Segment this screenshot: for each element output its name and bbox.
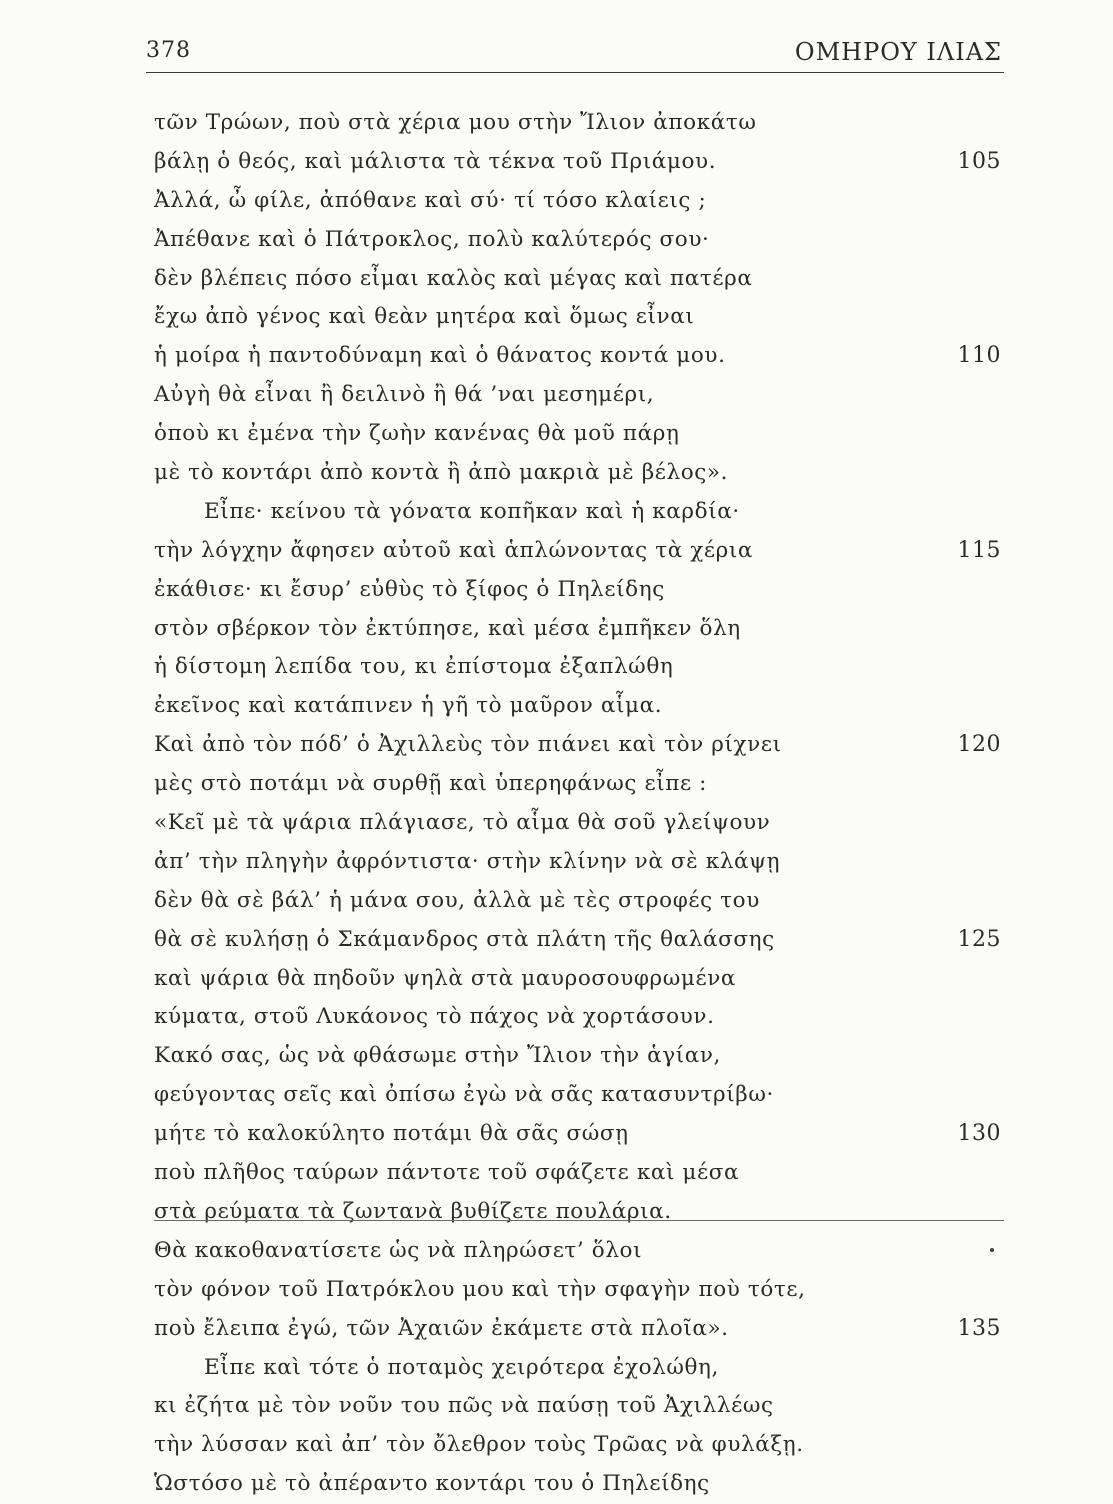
verse-line bbox=[0, 493, 1113, 532]
verse-line bbox=[0, 765, 1113, 804]
verse-line-text: ἐκάθισε· κι ἔσυρ’ εὐθὺς τὸ ξίφος ὁ Πηλείδης bbox=[154, 576, 665, 602]
verse-line bbox=[0, 1076, 1113, 1115]
verse-line bbox=[0, 1115, 1113, 1154]
verse-line-text: δὲν βλέπεις πόσο εἶμαι καλὸς καὶ μέγας καὶ πατέρα bbox=[154, 265, 753, 291]
line-number: 120 bbox=[957, 732, 1001, 758]
verse-text bbox=[0, 104, 1113, 1504]
verse-line bbox=[0, 648, 1113, 687]
verse-line-text: καὶ ψάρια θὰ πηδοῦν ψηλὰ στὰ μαυροσουφρωμένα bbox=[154, 965, 736, 991]
verse-line bbox=[0, 960, 1113, 999]
verse-line-text: ἔχω ἀπὸ γένος καὶ θεὰν μητέρα καὶ ὅμως εἶναι bbox=[154, 304, 695, 330]
verse-line bbox=[0, 726, 1113, 765]
text-underline-rule bbox=[154, 1220, 1004, 1221]
verse-line-text: ἡ μοίρα ἡ παντοδύναμη καὶ ὁ θάνατος κοντά μου. bbox=[154, 343, 726, 369]
verse-line bbox=[0, 104, 1113, 143]
verse-line bbox=[0, 882, 1113, 921]
line-number: 130 bbox=[957, 1121, 1001, 1147]
verse-line-text: στὸν σβέρκον τὸν ἐκτύπησε, καὶ μέσα ἐμπῆκεν ὅλη bbox=[154, 615, 741, 641]
verse-line bbox=[0, 1310, 1113, 1349]
verse-line-text: Θὰ κακοθανατίσετε ὡς νὰ πληρώσετ’ ὅλοι bbox=[154, 1237, 643, 1263]
verse-line bbox=[0, 1387, 1113, 1426]
verse-line bbox=[0, 1271, 1113, 1310]
verse-line-text: τὸν φόνον τοῦ Πατρόκλου μου καὶ τὴν σφαγὴν ποὺ τότε, bbox=[154, 1276, 806, 1302]
verse-line-text: Ἀπέθανε καὶ ὁ Πάτροκλος, πολὺ καλύτερός σου· bbox=[154, 226, 710, 252]
verse-line-text: κι ἐζήτα μὲ τὸν νοῦν του πῶς νὰ παύσῃ τοῦ Ἀχιλλέως bbox=[154, 1393, 774, 1419]
verse-line bbox=[0, 1426, 1113, 1465]
line-number: 135 bbox=[957, 1315, 1001, 1341]
page-number: 378 bbox=[146, 38, 191, 63]
verse-line bbox=[0, 1154, 1113, 1193]
verse-line bbox=[0, 454, 1113, 493]
verse-line-text: τὴν λόγχην ἄφησεν αὐτοῦ καὶ ἁπλώνοντας τὰ χέρια bbox=[154, 537, 754, 563]
verse-line bbox=[0, 804, 1113, 843]
verse-line bbox=[0, 1349, 1113, 1388]
running-title: ΟΜΗΡΟΥ ΙΛΙΑΣ bbox=[794, 38, 1002, 66]
verse-line bbox=[0, 260, 1113, 299]
line-number: 105 bbox=[957, 148, 1001, 174]
verse-line-text: ἀπ’ τὴν πληγὴν ἀφρόντιστα· στὴν κλίνην νὰ σὲ κλάψῃ bbox=[154, 848, 781, 874]
verse-line-text: μήτε τὸ καλοκύλητο ποτάμι θὰ σᾶς σώσῃ bbox=[154, 1121, 629, 1147]
verse-line bbox=[0, 998, 1113, 1037]
verse-line-text: ἐκεῖνος καὶ κατάπινεν ἡ γῆ τὸ μαῦρον αἷμα. bbox=[154, 693, 663, 719]
verse-line-text: Κακό σας, ὡς νὰ φθάσωμε στὴν Ἴλιον τὴν ἁγίαν, bbox=[154, 1043, 721, 1069]
line-number: 110 bbox=[957, 343, 1001, 369]
verse-line-text: Εἶπε καὶ τότε ὁ ποταμὸς χειρότερα ἐχολώθη, bbox=[204, 1354, 719, 1380]
verse-line-text: τῶν Τρώων, ποὺ στὰ χέρια μου στὴν Ἴλιον ἀποκάτω bbox=[154, 110, 757, 135]
verse-line-text: Ὡστόσο μὲ τὸ ἀπέραντο κοντάρι του ὁ Πηλείδης bbox=[154, 1471, 710, 1497]
verse-line-text: βάλῃ ὁ θεός, καὶ μάλιστα τὰ τέκνα τοῦ Πριάμου. bbox=[154, 148, 717, 174]
verse-line bbox=[0, 182, 1113, 221]
verse-line bbox=[0, 415, 1113, 454]
verse-line-text: μὲς στὸ ποτάμι νὰ συρθῇ καὶ ὑπερηφάνως εἶπε : bbox=[154, 771, 707, 797]
verse-line bbox=[0, 143, 1113, 182]
verse-line bbox=[0, 532, 1113, 571]
line-number: 115 bbox=[957, 537, 1001, 563]
verse-line bbox=[0, 610, 1113, 649]
verse-line-text: Αὐγὴ θὰ εἶναι ἢ δειλινὸ ἢ θά ’ναι μεσημέρι, bbox=[154, 382, 655, 408]
verse-line-text: Καὶ ἀπὸ τὸν πόδ’ ὁ Ἀχιλλεὺς τὸν πιάνει καὶ τὸν ρίχνει bbox=[154, 732, 782, 758]
verse-line-text: κύματα, στοῦ Λυκάονος τὸ πάχος νὰ χορτάσουν. bbox=[154, 1004, 715, 1030]
verse-line-text: Εἶπε· κείνου τὰ γόνατα κοπῆκαν καὶ ἡ καρδία· bbox=[204, 498, 740, 524]
verse-line-text: ποὺ πλῆθος ταύρων πάντοτε τοῦ σφάζετε καὶ μέσα bbox=[154, 1160, 740, 1186]
verse-line bbox=[0, 1232, 1113, 1271]
page-header bbox=[146, 38, 1002, 72]
verse-line-text: Ἀλλά, ὦ φίλε, ἀπόθανε καὶ σύ· τί τόσο κλαίεις ; bbox=[154, 187, 707, 213]
verse-line-text: θὰ σὲ κυλήσῃ ὁ Σκάμανδρος στὰ πλάτη τῆς θαλάσσης bbox=[154, 926, 775, 952]
header-rule bbox=[146, 72, 1004, 73]
verse-line bbox=[0, 843, 1113, 882]
verse-line-text: «Κεῖ μὲ τὰ ψάρια πλάγιασε, τὸ αἷμα θὰ σοῦ γλείψουν bbox=[154, 810, 771, 836]
verse-line-text: ὁποὺ κι ἐμένα τὴν ζωὴν κανένας θὰ μοῦ πάρῃ bbox=[154, 421, 680, 447]
verse-line bbox=[0, 1465, 1113, 1504]
verse-line bbox=[0, 1193, 1113, 1232]
verse-line bbox=[0, 337, 1113, 376]
verse-line-text: δὲν θὰ σὲ βάλ’ ἡ μάνα σου, ἀλλὰ μὲ τὲς στροφές του bbox=[154, 887, 760, 913]
verse-line-text: ἡ δίστομη λεπίδα του, κι ἐπίστομα ἐξαπλώθη bbox=[154, 654, 674, 680]
verse-line-text: τὴν λύσσαν καὶ ἀπ’ τὸν ὄλεθρον τοὺς Τρῶας νὰ φυλάξῃ. bbox=[154, 1432, 804, 1458]
print-mark bbox=[990, 1248, 994, 1252]
verse-line-text: μὲ τὸ κοντάρι ἀπὸ κοντὰ ἢ ἀπὸ μακριὰ μὲ βέλος». bbox=[154, 460, 729, 486]
verse-line-text: ποὺ ἔλειπα ἐγώ, τῶν Ἀχαιῶν ἐκάμετε στὰ πλοῖα». bbox=[154, 1315, 729, 1341]
verse-line bbox=[0, 1037, 1113, 1076]
verse-line-text: στὰ ρεύματα τὰ ζωντανὰ βυθίζετε πουλάρια. bbox=[154, 1198, 672, 1224]
verse-line bbox=[0, 298, 1113, 337]
verse-line-text: φεύγοντας σεῖς καὶ ὀπίσω ἐγὼ νὰ σᾶς κατασυντρίβω· bbox=[154, 1082, 774, 1108]
verse-line bbox=[0, 571, 1113, 610]
verse-line bbox=[0, 687, 1113, 726]
line-number: 125 bbox=[957, 926, 1001, 952]
verse-line bbox=[0, 376, 1113, 415]
verse-line bbox=[0, 921, 1113, 960]
verse-line bbox=[0, 221, 1113, 260]
